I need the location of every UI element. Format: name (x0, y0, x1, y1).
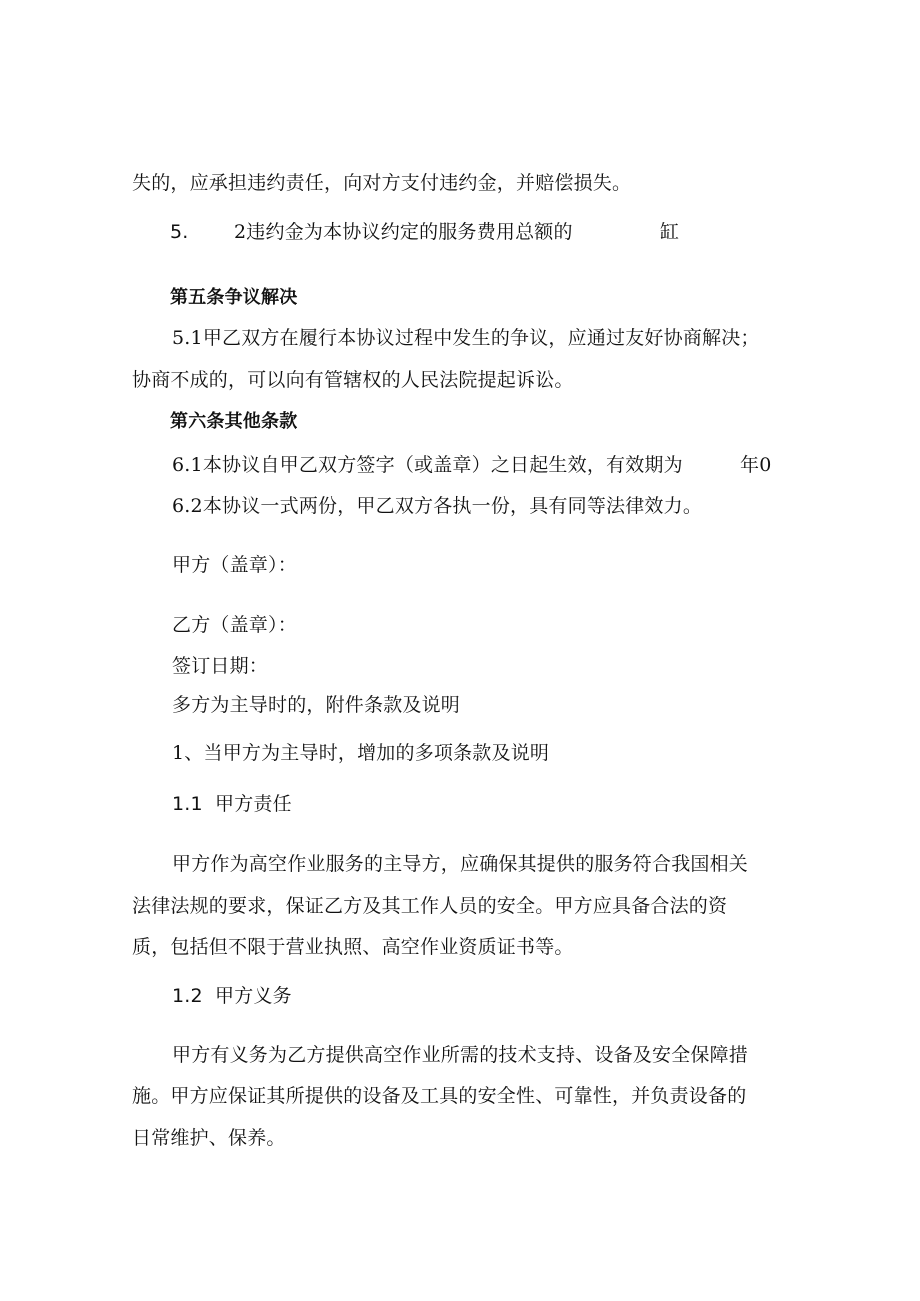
article-5-title: 第五条争议解决 (170, 287, 298, 308)
clause-5-1-line1: 5.1甲乙双方在履行本协议过程中发生的争议，应通过友好协商解决； (172, 327, 760, 349)
clause-6-2: 6.2本协议一式两份，甲乙双方各执一份，具有同等法律效力。 (172, 495, 703, 517)
para-1-1-line3: 质，包括但不限于营业执照、高空作业资质证书等。 (132, 936, 574, 958)
clause-5-1-line2: 协商不成的，可以向有管辖权的人民法院提起诉讼。 (132, 369, 574, 391)
appendix-section-1: 1、当甲方为主导时，增加的多项条款及说明 (172, 742, 550, 764)
clause-5-2-number: 5. (170, 221, 189, 243)
para-1-1-line2: 法律法规的要求，保证乙方及其工作人员的安全。甲方应具备合法的资 (132, 895, 728, 917)
para-1-1-line1: 甲方作为高空作业服务的主导方，应确保其提供的服务符合我国相关 (172, 853, 749, 875)
clause-6-1-trailing: 年0 (740, 454, 772, 476)
clause-5-2 (170, 220, 189, 244)
para-1-2-line3: 日常维护、保养。 (132, 1127, 286, 1149)
clause-5-2-trailing: 缸 (660, 221, 680, 243)
clause-6-1-text: 6.1本协议自甲乙双方签字（或盖章）之日起生效，有效期为 (172, 454, 683, 476)
clause-5-2-text: 2违约金为本协议约定的服务费用总额的 (234, 221, 573, 243)
sub-1-1-title: 甲方责任 (215, 793, 292, 815)
continuation-text: 失的，应承担违约责任，向对方支付违约金，并赔偿损失。 (132, 172, 632, 194)
signature-party-a: 甲方（盖章）： (172, 554, 297, 576)
article-6-title: 第六条其他条款 (170, 411, 298, 432)
sub-1-2-title: 甲方义务 (215, 985, 292, 1007)
sub-1-2-number: 1.2 (172, 985, 203, 1007)
appendix-intro: 多方为主导时的，附件条款及说明 (172, 694, 461, 716)
para-1-2-line1: 甲方有义务为乙方提供高空作业所需的技术支持、设备及安全保障措 (172, 1044, 749, 1066)
sub-1-1-number: 1.1 (172, 793, 203, 815)
signature-party-b: 乙方（盖章）： (172, 614, 297, 636)
signature-date: 签订日期： (172, 655, 269, 677)
para-1-2-line2: 施。甲方应保证其所提供的设备及工具的安全性、可靠性，并负责设备的 (132, 1085, 747, 1107)
